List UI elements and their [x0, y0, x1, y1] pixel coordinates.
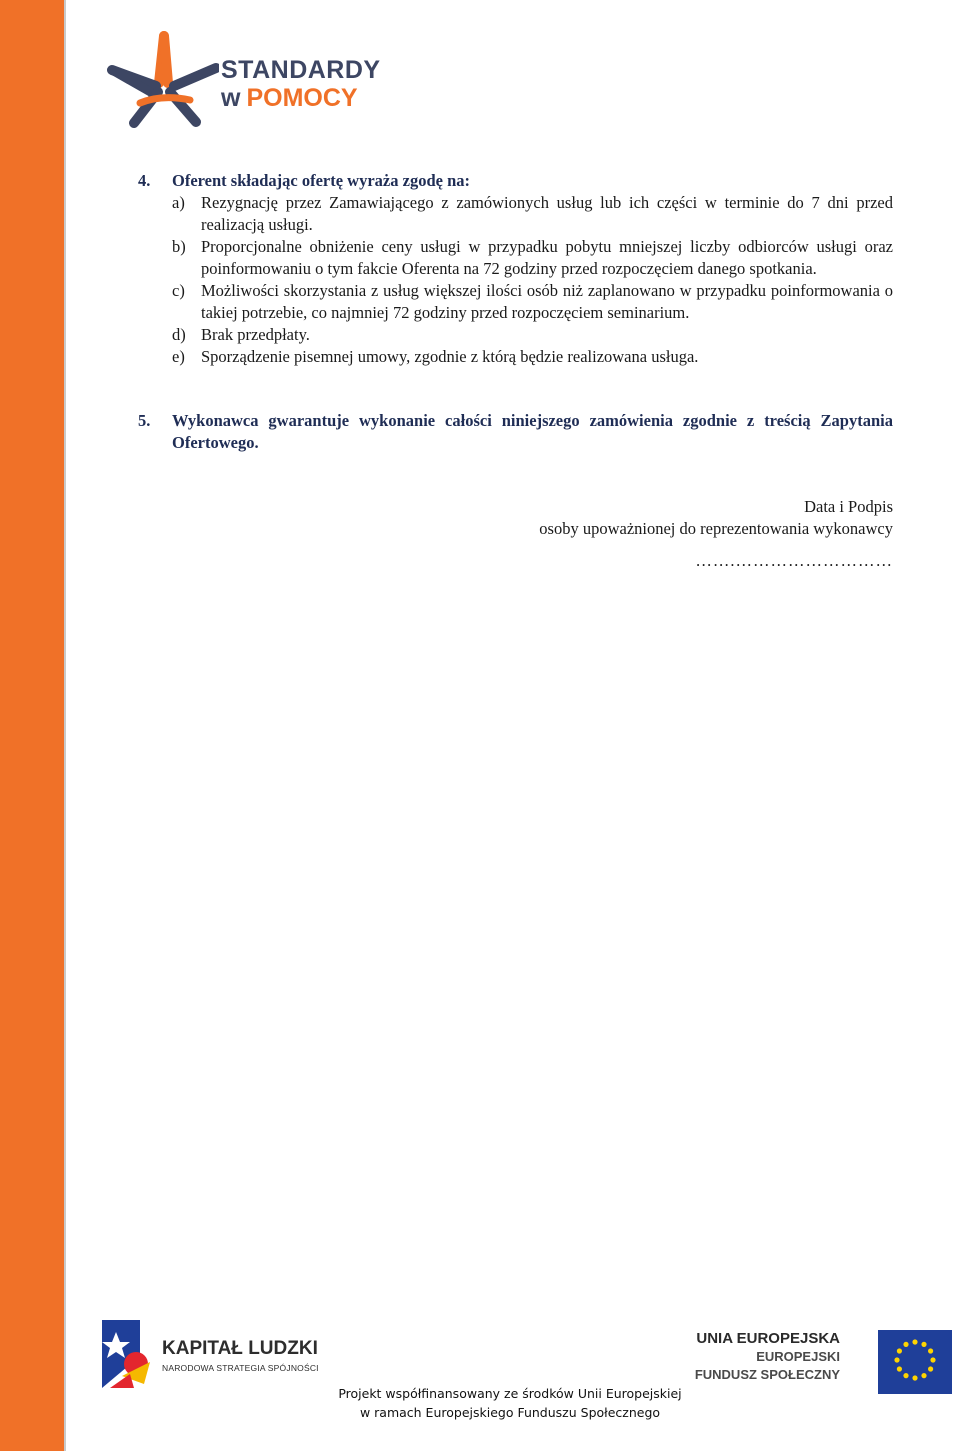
cofinancing-note-line-2: w ramach Europejskiego Funduszu Społecznego: [359, 1405, 661, 1420]
section-4-list: [138, 192, 893, 368]
signature-dotted-line: …….………………………: [695, 551, 893, 570]
section-5-heading: [138, 410, 893, 454]
document-body: [138, 170, 893, 572]
section-4-heading: [138, 170, 893, 192]
orange-side-bar: [0, 0, 64, 1451]
list-item-letter: a): [172, 193, 185, 212]
list-item-text: Proporcjonalne obniżenie ceny usługi w przypadku pobytu mniejszej liczby odbiorców usługi oraz poinformowaniu o tym fakcie Oferenta na 72 godziny przed rozpoczęciem danego spotkania.: [201, 237, 893, 278]
logo-word-w: w: [221, 84, 241, 112]
signature-date-label: Data i Podpis: [804, 497, 893, 516]
list-item-text: Sporządzenie pisemnej umowy, zgodnie z którą będzie realizowana usługa.: [201, 347, 699, 366]
list-item-letter: d): [172, 325, 186, 344]
signature-person-label: osoby upoważnionej do reprezentowania wykonawcy: [539, 519, 893, 538]
kapital-ludzki-subtitle: NARODOWA STRATEGIA SPÓJNOŚCI: [162, 1363, 319, 1373]
star-logo-icon: [104, 28, 219, 128]
signature-block: [138, 496, 893, 540]
list-item-letter: c): [172, 281, 185, 300]
side-bar-divider: [64, 0, 66, 1451]
logo-title-w-pomocy: [221, 86, 358, 111]
list-item-letter: b): [172, 237, 186, 256]
eu-title: UNIA EUROPEJSKA: [696, 1330, 840, 1347]
list-item-letter: e): [172, 347, 185, 366]
list-item: [172, 346, 893, 368]
list-item: [172, 192, 893, 236]
section-5-text: Wykonawca gwarantuje wykonanie całości niniejszego zamówienia zgodnie z treścią Zapytania Ofertowego.: [172, 411, 893, 452]
section-4-title: Oferent składając ofertę wyraża zgodę na:: [172, 171, 470, 190]
eu-fund-logo: [694, 1330, 952, 1394]
list-item-text: Możliwości skorzystania z usług większej ilości osób niż zaplanowano w przypadku poinformowania o takiej potrzebie, co najmniej 72 godziny przed rozpoczęciem seminarium.: [201, 281, 893, 322]
list-item: [172, 280, 893, 324]
list-item: [172, 324, 893, 346]
standardy-w-pomocy-logo: [104, 28, 404, 128]
logo-word-pomocy: POMOCY: [246, 84, 358, 112]
list-item-text: Rezygnację przez Zamawiającego z zamówionych usług lub ich części w terminie do 7 dni przed realizacją usługi.: [201, 193, 893, 234]
section-4-number: 4.: [138, 171, 151, 190]
cofinancing-note: [300, 1384, 720, 1422]
eu-flag-icon: [878, 1330, 952, 1394]
cofinancing-note-line-1: Projekt współfinansowany ze środków Unii Europejskiej: [338, 1386, 682, 1401]
logo-title-standardy: STANDARDY: [221, 56, 381, 84]
kapital-ludzki-title: KAPITAŁ LUDZKI: [162, 1338, 318, 1359]
eu-fund-line-1: EUROPEJSKI: [756, 1349, 840, 1364]
section-5-number: 5.: [138, 411, 151, 430]
list-item-text: Brak przedpłaty.: [201, 325, 310, 344]
list-item: [172, 236, 893, 280]
eu-fund-text: [695, 1330, 840, 1384]
eu-fund-line-2: FUNDUSZ SPOŁECZNY: [694, 1367, 840, 1382]
kapital-ludzki-emblem-icon: [100, 1318, 158, 1390]
